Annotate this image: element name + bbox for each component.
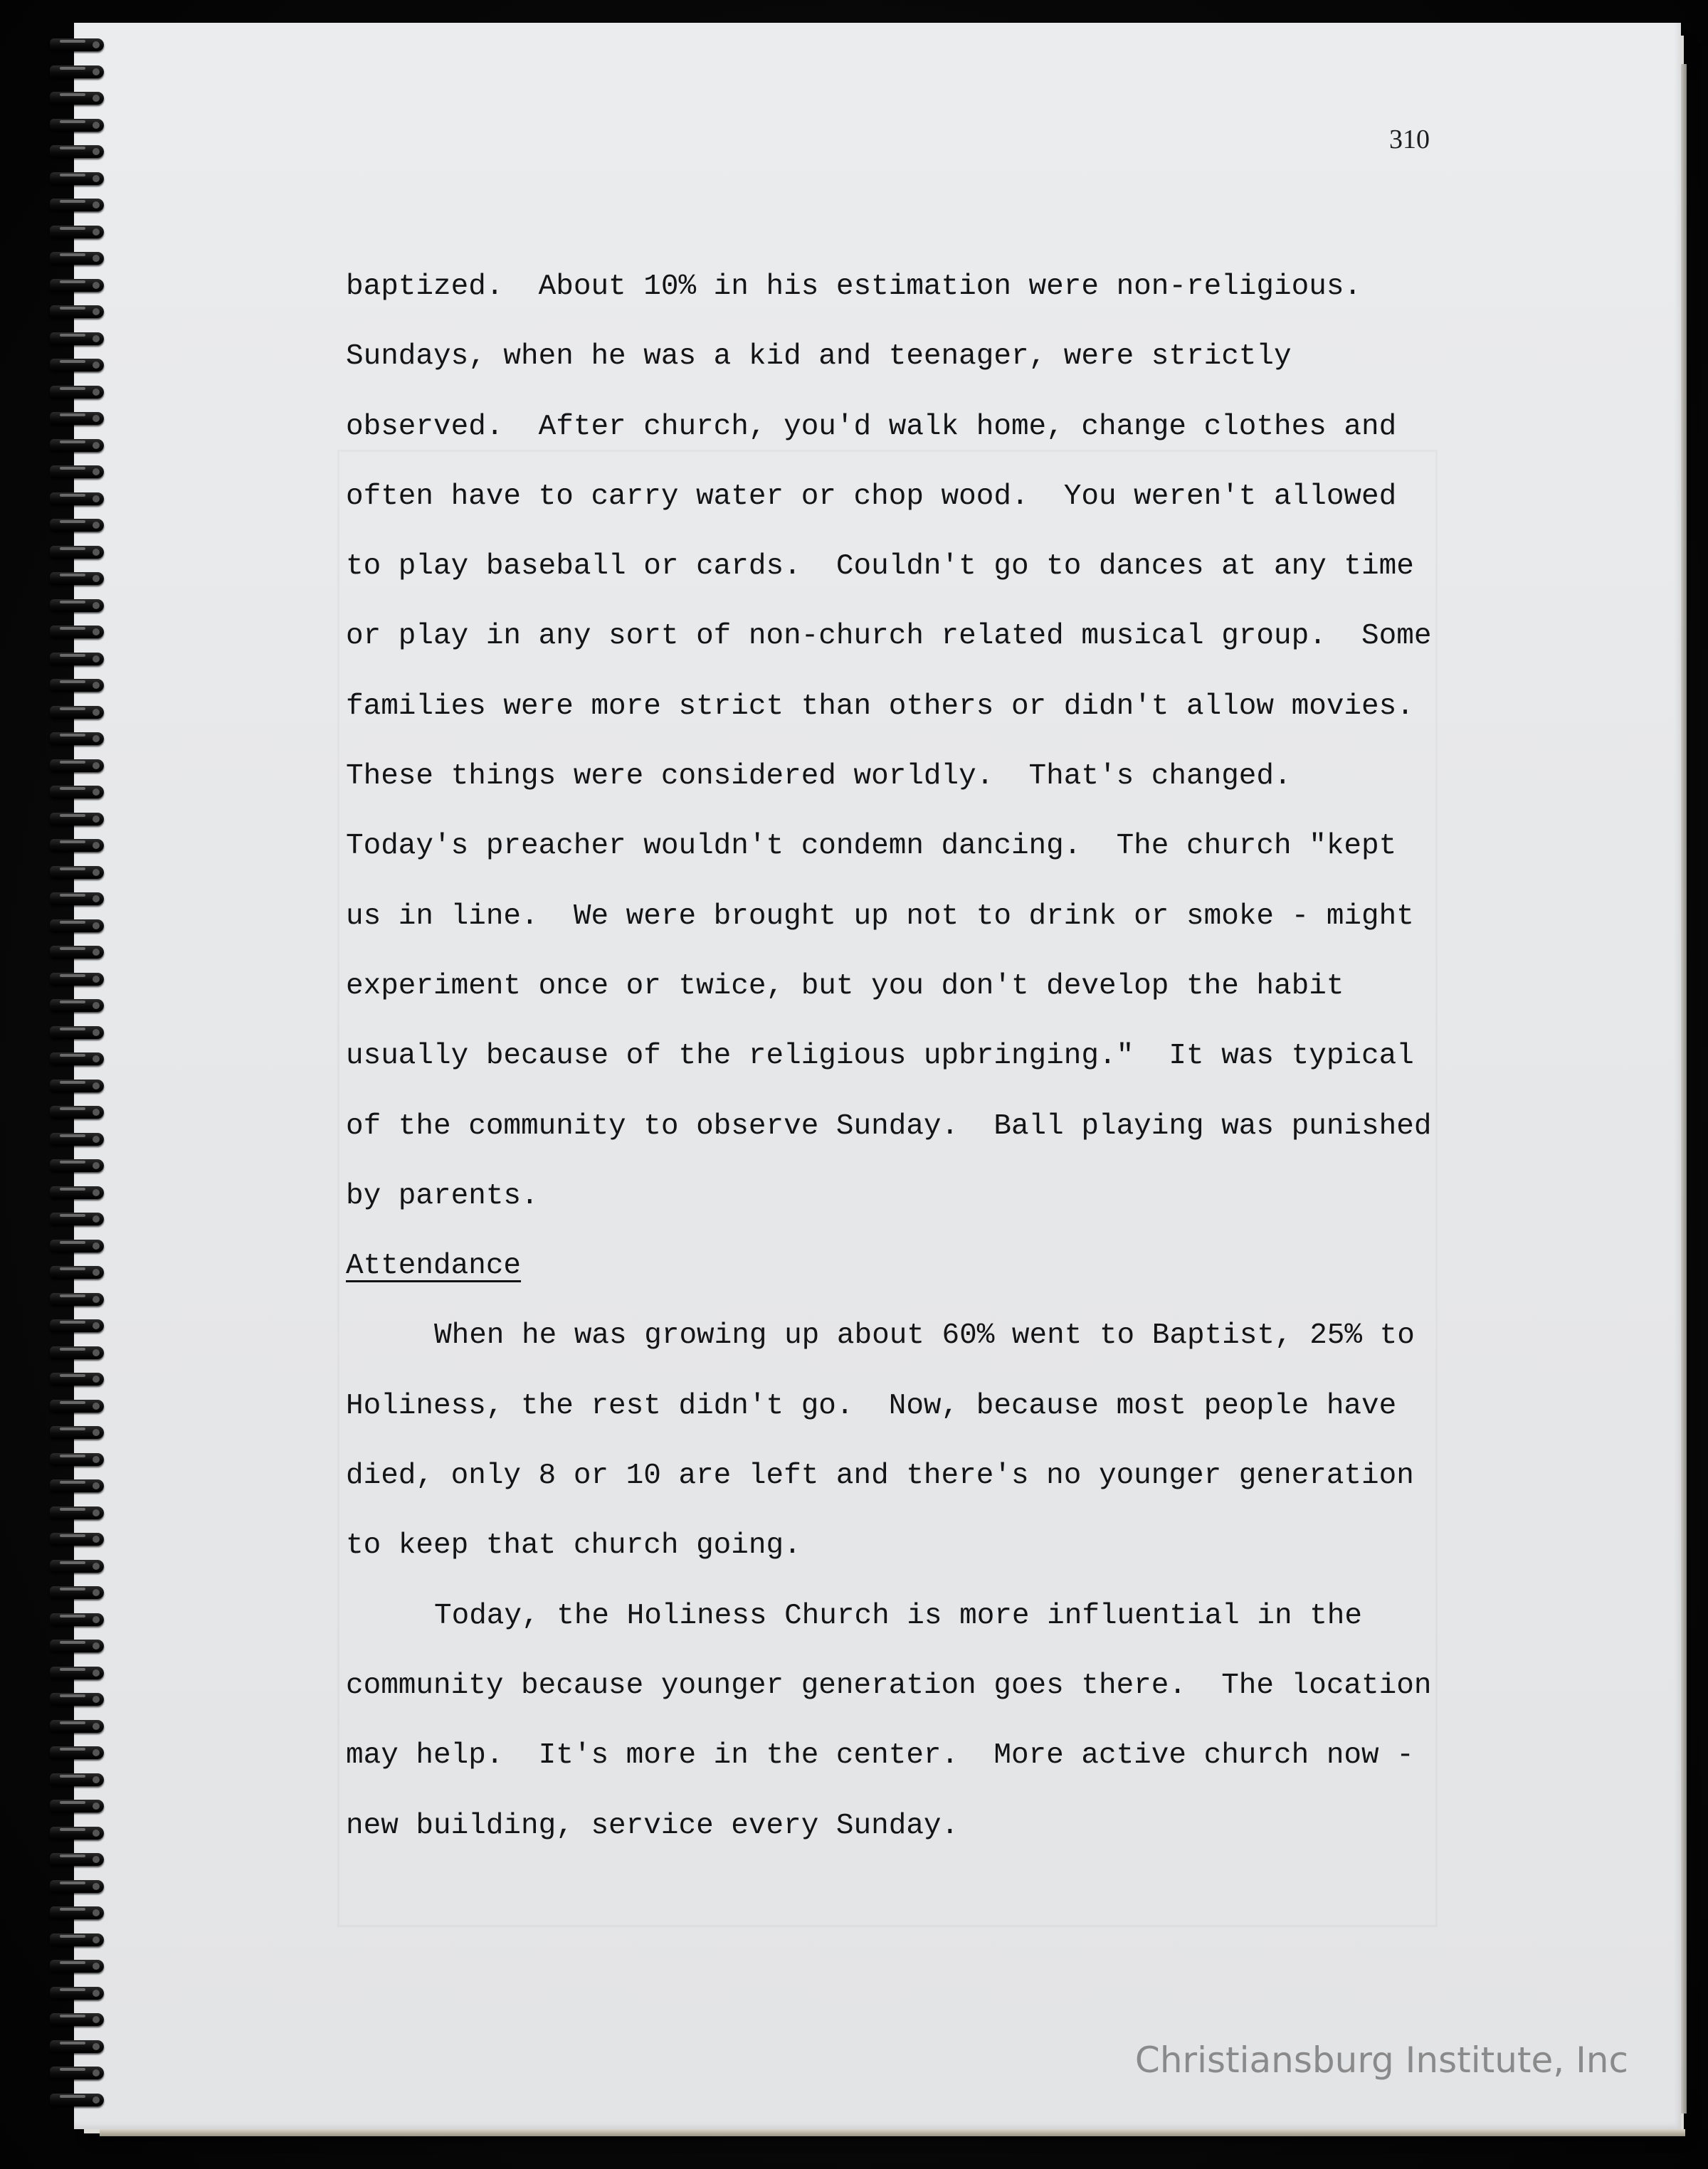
binding-coil xyxy=(43,2089,105,2111)
page-stack-bottom-edge xyxy=(100,2129,1685,2136)
binding-coil xyxy=(43,194,105,216)
binding-coil xyxy=(43,1956,105,1977)
binding-coil xyxy=(43,1556,105,1577)
text-line: Today, the Holiness Church is more influential in the xyxy=(434,1599,1363,1632)
binding-coil xyxy=(43,1289,105,1310)
binding-coil xyxy=(43,328,105,349)
binding-coil xyxy=(43,702,105,723)
text-line: families were more strict than others or didn't allow movies. xyxy=(346,690,1414,723)
binding-coil xyxy=(43,1235,105,1257)
binding-coil xyxy=(43,1849,105,1870)
binding-coil xyxy=(43,781,105,803)
binding-coil xyxy=(43,755,105,776)
binding-coil xyxy=(43,1769,105,1790)
text-line: often have to carry water or chop wood. You weren't allowed xyxy=(346,480,1397,513)
binding-coil xyxy=(43,568,105,589)
binding-coil xyxy=(43,1716,105,1737)
spiral-binding xyxy=(43,34,114,2126)
binding-coil xyxy=(43,141,105,162)
text-line: observed. After church, you'd walk home, change clothes and xyxy=(346,410,1397,443)
text-line: experiment once or twice, but you don't develop the habit xyxy=(346,969,1344,1003)
binding-coil xyxy=(43,301,105,322)
binding-coil xyxy=(43,435,105,456)
binding-coil xyxy=(43,354,105,376)
binding-coil xyxy=(43,381,105,403)
binding-coil xyxy=(43,1662,105,1684)
binding-coil xyxy=(43,1502,105,1524)
binding-coil xyxy=(43,1022,105,1043)
binding-coil xyxy=(43,1795,105,1817)
text-line: These things were considered worldly. That's changed. xyxy=(346,760,1292,793)
binding-coil xyxy=(43,115,105,136)
binding-coil xyxy=(43,595,105,616)
binding-coil xyxy=(43,1529,105,1550)
binding-coil xyxy=(43,941,105,963)
binding-coil xyxy=(43,461,105,482)
binding-coil xyxy=(43,969,105,990)
binding-coil xyxy=(43,1315,105,1336)
binding-coil xyxy=(43,275,105,296)
text-line: to play baseball or cards. Couldn't go to dances at any time xyxy=(346,550,1414,584)
section-heading-attendance: Attendance xyxy=(346,1250,522,1283)
text-line: Today's preacher wouldn't condemn dancing. The church "kept xyxy=(346,830,1397,863)
binding-coil xyxy=(43,1876,105,1897)
binding-coil xyxy=(43,1689,105,1710)
binding-coil xyxy=(43,1075,105,1097)
text-line: us in line. We were brought up not to drink or smoke - might xyxy=(346,899,1414,933)
binding-coil xyxy=(43,1048,105,1070)
binding-coil xyxy=(43,88,105,109)
page-number: 310 xyxy=(1389,125,1430,154)
binding-coil xyxy=(43,1155,105,1176)
binding-coil xyxy=(43,1609,105,1630)
binding-coil xyxy=(43,648,105,670)
text-line: baptized. About 10% in his estimation were non-religious. xyxy=(346,270,1362,303)
binding-coil xyxy=(43,1182,105,1203)
text-line: new building, service every Sunday. xyxy=(346,1809,959,1842)
binding-coil xyxy=(43,1368,105,1390)
binding-coil xyxy=(43,1422,105,1443)
text-line: Holiness, the rest didn't go. Now, because most people have xyxy=(346,1389,1397,1423)
binding-coil xyxy=(43,1983,105,2004)
binding-coil xyxy=(43,488,105,510)
text-line: died, only 8 or 10 are left and there's no younger generation xyxy=(346,1460,1414,1493)
binding-coil xyxy=(43,1475,105,1497)
text-line: community because younger generation goes there. The location xyxy=(346,1669,1432,1702)
binding-coil xyxy=(43,621,105,643)
binding-coil xyxy=(43,995,105,1016)
binding-coil xyxy=(43,835,105,856)
binding-coil xyxy=(43,862,105,883)
binding-coil xyxy=(43,1449,105,1470)
binding-coil xyxy=(43,514,105,536)
binding-coil xyxy=(43,1262,105,1283)
page-stack-right-edge xyxy=(1681,64,1687,2113)
binding-coil xyxy=(43,888,105,909)
binding-coil xyxy=(43,1822,105,1844)
binding-coil xyxy=(43,34,105,56)
binding-coil xyxy=(43,728,105,749)
text-line: by parents. xyxy=(346,1179,539,1213)
binding-coil xyxy=(43,408,105,429)
watermark-text: Christiansburg Institute, Inc xyxy=(1134,2039,1628,2081)
binding-coil xyxy=(43,1635,105,1657)
binding-coil xyxy=(43,1342,105,1363)
binding-coil xyxy=(43,1395,105,1417)
transcript-body xyxy=(346,252,1456,1861)
text-line: or play in any sort of non-church related musical group. Some xyxy=(346,620,1432,653)
binding-coil xyxy=(43,1582,105,1603)
text-line: to keep that church going. xyxy=(346,1529,801,1563)
text-line: When he was growing up about 60% went to Baptist, 25% to xyxy=(434,1319,1415,1353)
text-line: Sundays, when he was a kid and teenager, were strictly xyxy=(346,340,1292,374)
text-line: usually because of the religious upbringing." It was typical xyxy=(346,1040,1414,1073)
binding-coil xyxy=(43,1902,105,1923)
binding-coil xyxy=(43,915,105,936)
binding-coil xyxy=(43,61,105,83)
binding-coil xyxy=(43,1129,105,1150)
binding-coil xyxy=(43,1102,105,1123)
text-line: may help. It's more in the center. More active church now - xyxy=(346,1739,1414,1773)
binding-coil xyxy=(43,248,105,269)
binding-coil xyxy=(43,675,105,696)
binding-coil xyxy=(43,221,105,243)
binding-coil xyxy=(43,542,105,563)
binding-coil xyxy=(43,2062,105,2084)
binding-coil xyxy=(43,2036,105,2057)
binding-coil xyxy=(43,2009,105,2030)
binding-coil xyxy=(43,1929,105,1951)
binding-coil xyxy=(43,168,105,189)
binding-coil xyxy=(43,808,105,830)
binding-coil xyxy=(43,1742,105,1763)
binding-coil xyxy=(43,1208,105,1230)
text-line: of the community to observe Sunday. Ball playing was punished xyxy=(346,1109,1432,1143)
